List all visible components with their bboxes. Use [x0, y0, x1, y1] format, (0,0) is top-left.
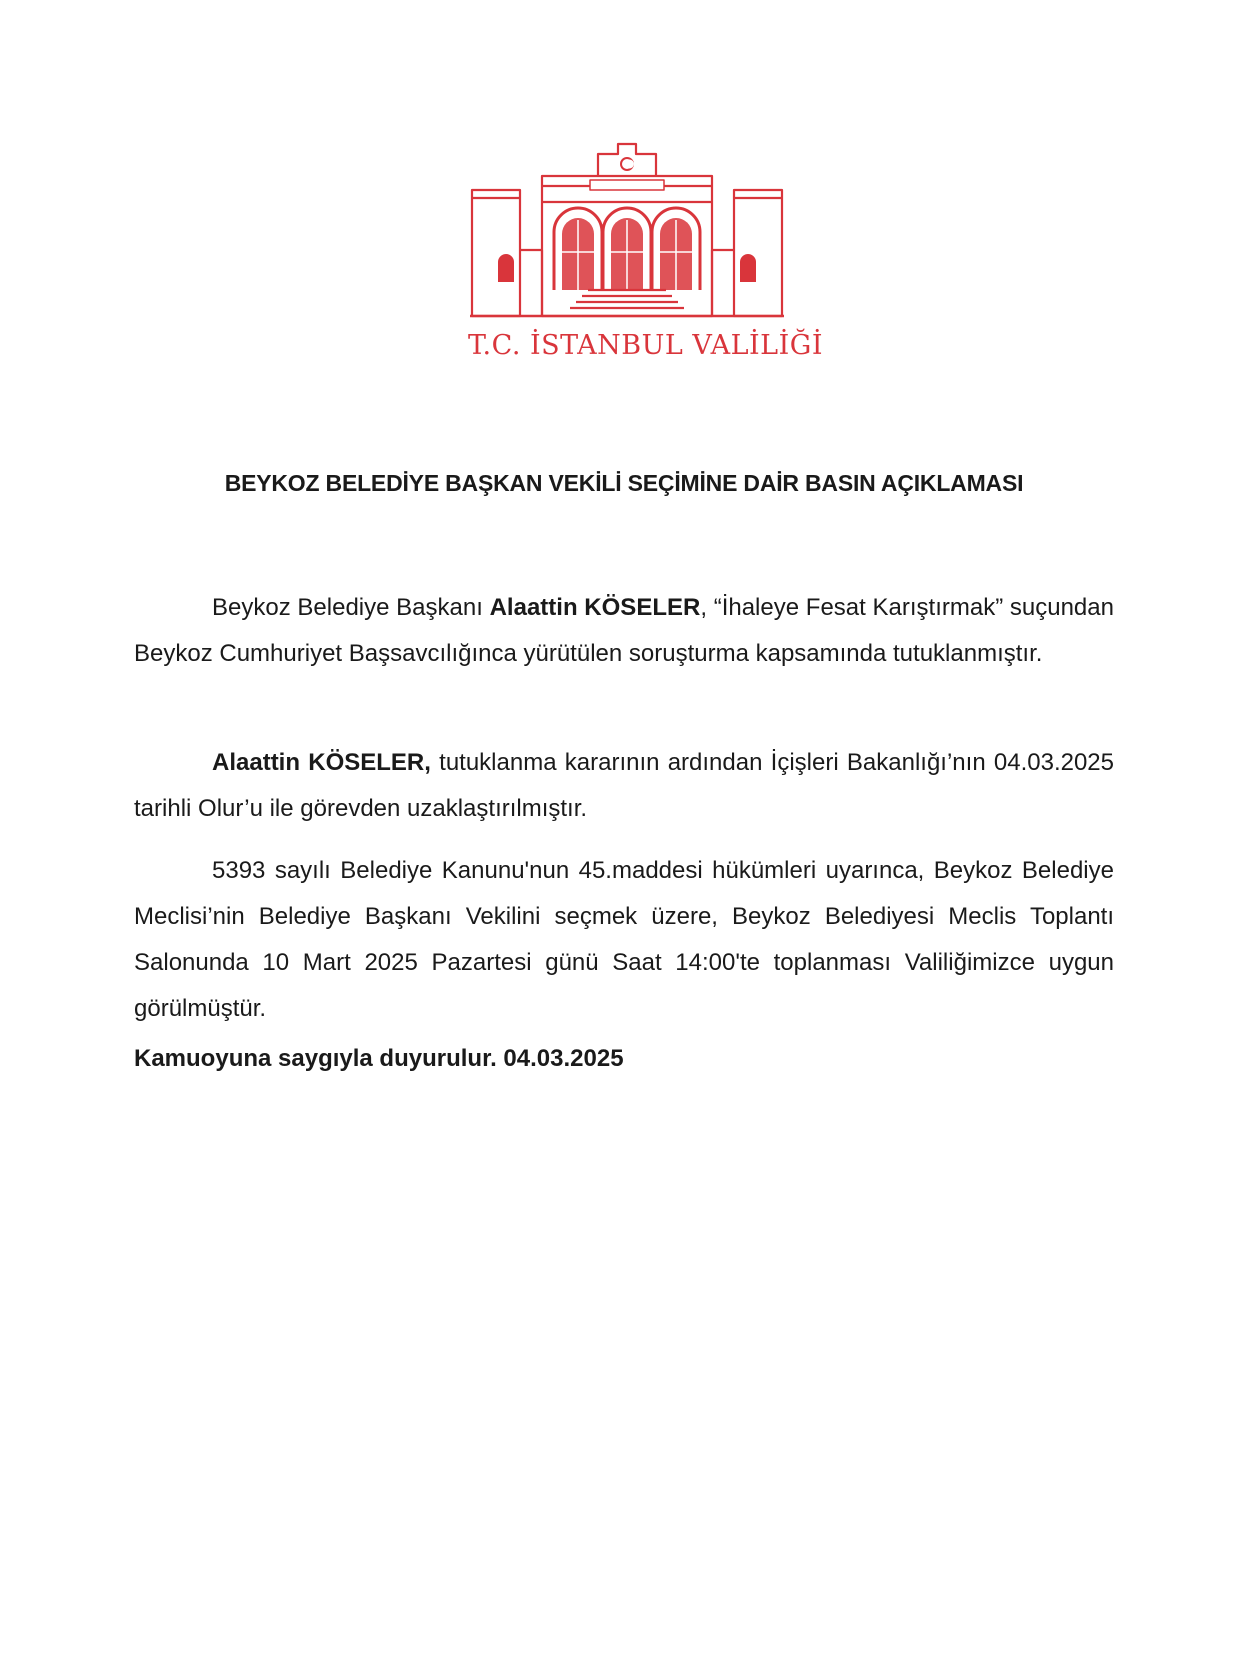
mayor-name: Alaattin KÖSELER, — [212, 749, 431, 776]
paragraph-text: tutuklanma kararının ardından İçişleri Bakanlığı’nın 04.03.2025 tarihli Olur’u ile görevden uzaklaştırılmıştır. — [134, 749, 1115, 822]
logo-wordmark: T.C. İSTANBUL VALİLİĞİ — [468, 330, 823, 361]
paragraph-suspension — [134, 740, 1114, 832]
paragraph-text: Beykoz Belediye Başkanı — [212, 594, 490, 621]
mayor-name: Alaattin KÖSELER — [489, 594, 701, 621]
document-title: BEYKOZ BELEDİYE BAŞKAN VEKİLİ SEÇİMİNE DAİR BASIN AÇIKLAMASI — [224, 470, 1024, 496]
closing-statement: Kamuoyuna saygıyla duyurulur. 04.03.2025 — [134, 1045, 624, 1072]
paragraph-election — [134, 848, 1114, 1032]
paragraph-arrest — [134, 585, 1114, 677]
paragraph-text: , “İhaleye Fesat Karıştırmak” suçundan Beykoz Cumhuriyet Başsavcılığınca yürütülen soruşturma kapsamında tutuklanmıştır. — [134, 594, 1114, 667]
paragraph-text: 5393 sayılı Belediye Kanunu'nun 45.maddesi hükümleri uyarınca, Beykoz Belediye Meclisi’nin Belediye Başkanı Vekilini seçmek üzere, Beykoz Belediyesi Meclis Toplantı Salonunda 10 Mart 2025 Pazartesi günü Saat 14:00'te toplanması Valiliğimizce uygun görülmüştür. — [134, 857, 1114, 1022]
istanbul-governorship-logo — [470, 140, 784, 358]
